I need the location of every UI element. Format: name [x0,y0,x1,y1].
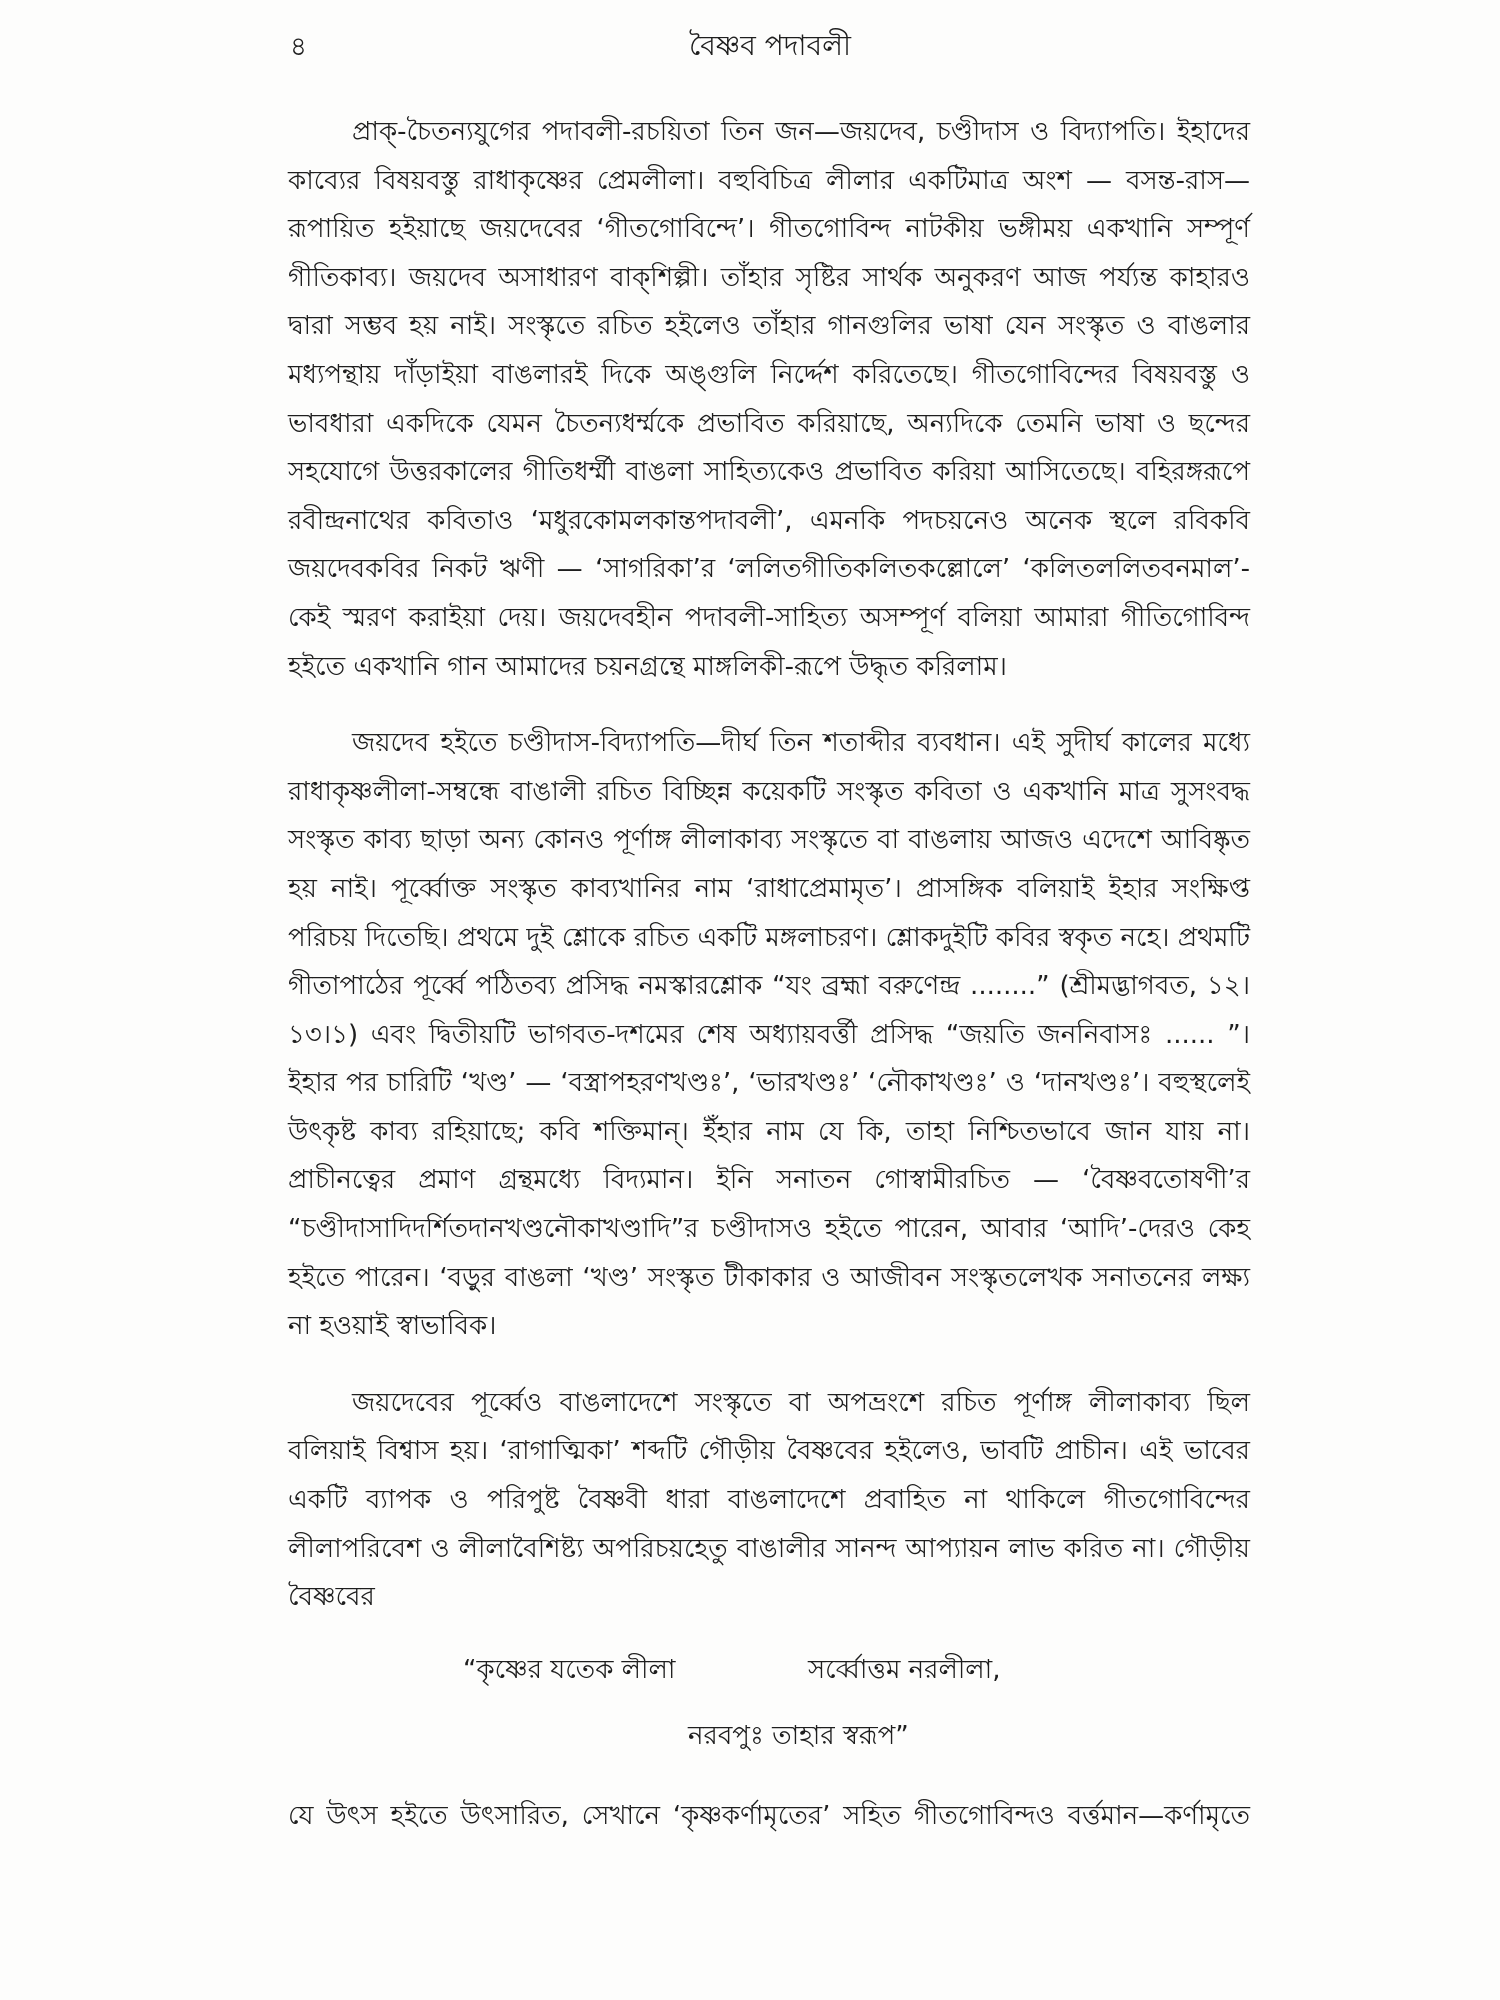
paragraph-3: জয়দেবের পূর্ব্বেও বাঙলাদেশে সংস্কৃতে বা অপভ্রংশে রচিত পূর্ণাঙ্গ লীলাকাব্য ছিল বলিয়াই বিশ্বাস হয়। ‘রাগাত্মিকা’ শব্দটি গৌড়ীয় বৈষ্ণবের হইলেও, ভাবটি প্রাচীন। এই ভাবের একটি ব্যাপক ও পরিপুষ্ট বৈষ্ণবী ধারা বাঙলাদেশে প্রবাহিত না থাকিলে গীতগোবিন্দের লীলাপরিবেশ ও লীলাবৈশিষ্ট্য অপরিচয়হেতু বাঙালীর সানন্দ আপ্যায়ন লাভ করিত না। গৌড়ীয় বৈষ্ণবের [288,1387,1250,1613]
paragraph-1: প্রাক্‌-চৈতন্যযুগের পদাবলী-রচয়িতা তিন জন—জয়দেব, চণ্ডীদাস ও বিদ্যাপতি। ইহাদের কাব্যের বিষয়বস্তু রাধাকৃষ্ণের প্রেমলীলা। বহুবিচিত্র লীলার একটিমাত্র অংশ — বসন্ত-রাস—রূপায়িত হইয়াছে জয়দেবের ‘গীতগোবিন্দে’। গীতগোবিন্দ নাটকীয় ভঙ্গীময় একখানি সম্পূর্ণ গীতিকাব্য। জয়দেব অসাধারণ বাক্‌শিল্পী। তাঁহার সৃষ্টির সার্থক অনুকরণ আজ পর্য্যন্ত কাহারও দ্বারা সম্ভব হয় নাই। সংস্কৃতে রচিত হইলেও তাঁহার গানগুলির ভাষা যেন সংস্কৃত ও বাঙলার মধ্যপন্থায় দাঁড়াইয়া বাঙলারই দিকে অঙ্গুলি নির্দ্দেশ করিতেছে। গীতগোবিন্দের বিষয়বস্তু ও ভাবধারা একদিকে যেমন চৈতন্যধর্ম্মকে প্রভাবিত করিয়াছে, অন্যদিকে তেমনি ভাষা ও ছন্দের সহযোগে উত্তরকালের গীতিধর্ম্মী বাঙলা সাহিত্যকেও প্রভাবিত করিয়া আসিতেছে। বহিরঙ্গরূপে রবীন্দ্রনাথের কবিতাও ‘মধুরকোমলকান্তপদাবলী’, এমনকি পদচয়নেও অনেক স্থলে রবিকবি জয়দেবকবির নিকট ঋণী — ‘সাগরিকা’র ‘ললিতগীতিকলিতকল্লোলে’ ‘কলিতললিতবনমাল’-কেই স্মরণ করাইয়া দেয়। জয়দেবহীন পদাবলী-সাহিত্য অসম্পূর্ণ বলিয়া আমারা গীতিগোবিন্দ হইতে একখানি গান আমাদের চয়নগ্রন্থে মাঙ্গলিকী-রূপে উদ্ধৃত করিলাম। [288,117,1250,682]
verse-line-1-first-half: “কৃষ্ণের যতেক লীলা [463,1654,676,1685]
body-text [288,108,1250,1840]
verse-line-1-second-half: সর্ব্বোত্তম নরলীলা, [808,1654,1001,1685]
page-number: ৪ [290,32,307,62]
continuation-line: যে উৎস হইতে উৎসারিত, সেখানে ‘কৃষ্ণকর্ণামৃতের’ সহিত গীতগোবিন্দও বর্ত্তমান—কর্ণামৃতে [288,1800,1250,1831]
verse-line-2: নরবপুঃ তাহার স্বরূপ” [688,1720,909,1751]
paragraph-2: জয়দেব হইতে চণ্ডীদাস-বিদ্যাপতি—দীর্ঘ তিন শতাব্দীর ব্যবধান। এই সুদীর্ঘ কালের মধ্যে রাধাকৃষ্ণলীলা-সম্বন্ধে বাঙালী রচিত বিচ্ছিন্ন কয়েকটি সংস্কৃত কবিতা ও একখানি মাত্র সুসংবদ্ধ সংস্কৃত কাব্য ছাড়া অন্য কোনও পূর্ণাঙ্গ লীলাকাব্য সংস্কৃতে বা বাঙলায় আজও এদেশে আবিষ্কৃত হয় নাই। পূর্ব্বোক্ত সংস্কৃত কাব্যখানির নাম ‘রাধাপ্রেমামৃত’। প্রাসঙ্গিক বলিয়াই ইহার সংক্ষিপ্ত পরিচয় দিতেছি। প্রথমে দুই শ্লোকে রচিত একটি মঙ্গলাচরণ। শ্লোকদুইটি কবির স্বকৃত নহে। প্রথমটি গীতাপাঠের পূর্ব্বে পঠিতব্য প্রসিদ্ধ নমস্কারশ্লোক “যং ব্রহ্মা বরুণেন্দ্র ........” (শ্রীমদ্ভাগবত, ১২।১৩।১) এবং দ্বিতীয়টি ভাগবত-দশমের শেষ অধ্যায়বর্ত্তী প্রসিদ্ধ “জয়তি জননিবাসঃ ...... ”। ইহার পর চারিটি ‘খণ্ড’ — ‘বস্ত্রাপহরণখণ্ডঃ’, ‘ভারখণ্ডঃ’ ‘নৌকাখণ্ডঃ’ ও ‘দানখণ্ডঃ’। বহুস্থলেই উৎকৃষ্ট কাব্য রহিয়াছে; কবি শক্তিমান্‌। ইঁহার নাম যে কি, তাহা নিশ্চিতভাবে জান যায় না। প্রাচীনত্বের প্রমাণ গ্রন্থমধ্যে বিদ্যমান। ইনি সনাতন গোস্বামীরচিত — ‘বৈষ্ণবতোষণী’র “চণ্ডীদাসাদিদর্শিতদানখণ্ডনৌকাখণ্ডাদি”র চণ্ডীদাসও হইতে পারেন, আবার ‘আদি’-দেরও কেহ হইতে পারেন। ‘বড়ুর বাঙলা ‘খণ্ড’ সংস্কৃত টীকাকার ও আজীবন সংস্কৃতলেখক সনাতনের লক্ষ্য না হওয়াই স্বাভাবিক। [288,728,1250,1342]
verse-quotation [288,1646,1250,1772]
running-header [290,22,1250,72]
running-title: বৈষ্ণব পদাবলী [688,29,851,62]
